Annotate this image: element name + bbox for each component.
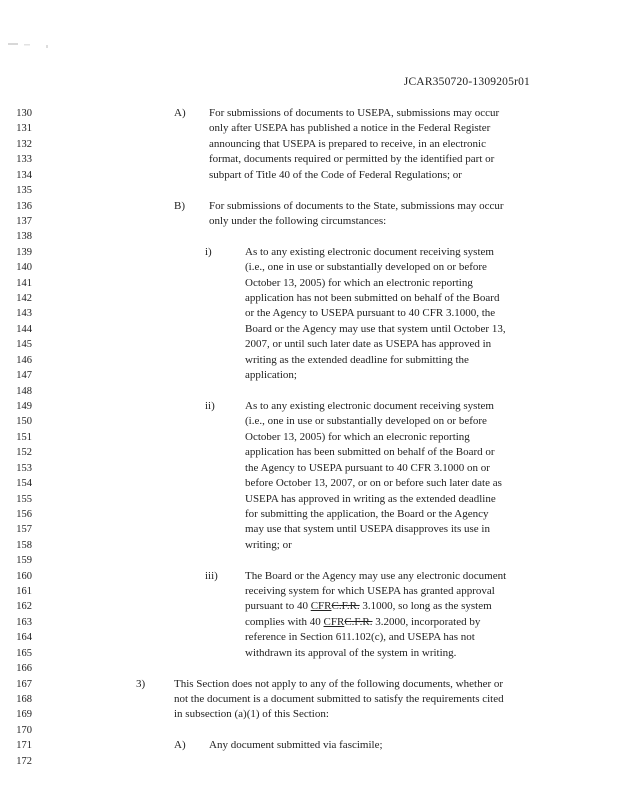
doc-line [0,368,618,383]
doc-line [0,445,618,460]
doc-line [0,646,618,661]
doc-line [0,677,618,692]
doc-line [0,168,618,183]
line-text: only after USEPA has published a notice in the Federal Register [209,122,491,135]
doc-line [0,754,618,769]
doc-line [0,291,618,306]
doc-line [0,522,618,537]
line-text: subpart of Title 40 of the Code of Federal Regulations; or [209,168,462,181]
line-text: for submitting the application, the Board or the Agency [245,507,489,520]
doc-line [0,661,618,676]
deleted-text: C.F.R. [331,600,360,613]
line-text: For submissions of documents to the State, submissions may occur [209,199,504,212]
line-number: 159 [16,555,32,567]
doc-line [0,337,618,352]
doc-line [0,384,618,399]
doc-line [0,692,618,707]
line-number: 144 [16,323,32,335]
item-label: iii) [205,569,218,582]
line-text: (i.e., one in use or substantially developed on or before [245,415,487,428]
amended-text: pursuant to 40 [245,600,311,613]
doc-line [0,723,618,738]
line-number: 134 [16,169,32,181]
line-number: 135 [16,185,32,197]
doc-line [0,461,618,476]
doc-line [0,353,618,368]
line-number: 153 [16,462,32,474]
line-number: 131 [16,123,32,135]
line-text: 2007, or until such later date as USEPA has approved in [245,338,492,351]
line-number: 130 [16,108,32,119]
line-number: 145 [16,339,32,351]
doc-line [0,414,618,429]
line-text: Board or the Agency may use that system until October 13, [245,322,506,335]
line-number: 150 [16,416,32,428]
line-text: or the Agency to USEPA pursuant to 40 CFR 3.1000, the [245,307,496,320]
line-number: 140 [16,262,32,274]
doc-line [0,137,618,152]
line-number: 156 [16,508,32,520]
line-text: October 13, 2005) for which an electronic reporting [245,276,473,289]
line-text: As to any existing electronic document receiving system [245,399,494,412]
line-number: 158 [16,539,32,551]
line-text: application has not been submitted on behalf of the Board [245,292,500,305]
line-number: 168 [16,693,32,705]
line-number: 172 [16,755,32,767]
line-number: 142 [16,293,32,305]
doc-line [0,599,618,614]
line-text: not the document is a document submitted to satisfy the requirements cited [174,692,504,705]
line-text: format, documents required or permitted by the identified part or [209,153,495,166]
line-number: 164 [16,632,32,644]
amended-text: 3.2000, incorporated by [372,615,481,628]
line-text: before October 13, 2007, or on or before such later date as [245,477,502,490]
deleted-text: C.F.R. [344,615,373,628]
line-number: 136 [16,200,32,212]
doc-line [0,430,618,445]
line-number: 138 [16,231,32,243]
line-text: writing; or [245,538,292,551]
line-number: 161 [16,586,32,598]
doc-line [0,229,618,244]
doc-line [0,507,618,522]
line-text: may use that system until USEPA disapproves its use in [245,523,490,536]
item-label: B) [174,199,185,212]
doc-line [0,538,618,553]
doc-line [0,584,618,599]
inserted-text: CFR [310,600,332,613]
line-number: 139 [16,246,32,258]
line-text: announcing that USEPA is prepared to receive, in an electronic [209,137,486,150]
line-number: 146 [16,354,32,366]
item-label: ii) [205,399,215,412]
line-number: 141 [16,277,32,289]
doc-line [0,245,618,260]
doc-line [0,152,618,167]
line-number: 170 [16,724,32,736]
item-label: A) [174,107,186,119]
doc-line [0,569,618,584]
amended-text: complies with 40 [245,615,324,628]
line-number: 148 [16,385,32,397]
doc-line [0,199,618,214]
line-text-amended [245,599,492,614]
doc-line [0,738,618,753]
line-text: withdrawn its approval of the system in writing. [245,646,457,659]
line-text: application; [245,369,297,382]
line-number: 165 [16,647,32,659]
doc-line [0,214,618,229]
scan-artifact [6,40,58,50]
line-text: (i.e., one in use or substantially developed on or before [245,261,487,274]
item-label: i) [205,245,212,258]
line-number: 157 [16,524,32,536]
doc-line [0,106,618,121]
line-number: 133 [16,154,32,166]
doc-line [0,183,618,198]
line-text: writing as the extended deadline for submitting the [245,353,469,366]
line-text: reference in Section 611.102(c), and USEPA has not [245,631,475,644]
line-number: 163 [16,616,32,628]
amended-text: 3.1000, so long as the system [359,600,492,613]
line-number: 169 [16,709,32,721]
item-label: A) [174,739,186,752]
line-text: in subsection (a)(1) of this Section: [174,708,329,721]
line-number: 143 [16,308,32,320]
doc-line [0,260,618,275]
line-text: October 13, 2005) for which an elecronic reporting [245,430,470,443]
doc-line [0,630,618,645]
line-number: 149 [16,400,32,412]
line-number: 154 [16,478,32,490]
inserted-text: CFR [323,615,345,628]
line-text: receiving system for which USEPA has granted approval [245,585,495,598]
line-number: 160 [16,570,32,582]
line-number: 171 [16,740,32,752]
doc-line [0,492,618,507]
doc-line [0,707,618,722]
line-number: 137 [16,215,32,227]
doc-line [0,399,618,414]
line-text-amended [245,615,480,630]
line-number: 147 [16,370,32,382]
doc-line [0,476,618,491]
doc-line [0,276,618,291]
line-number: 132 [16,138,32,150]
line-number: 166 [16,663,32,675]
line-number: 155 [16,493,32,505]
line-number: 151 [16,431,32,443]
doc-line [0,121,618,136]
document-id: JCAR350720-1309205r01 [403,76,530,88]
line-text: The Board or the Agency may use any electronic document [245,569,507,582]
line-number: 152 [16,447,32,459]
doc-line [0,615,618,630]
line-text: only under the following circumstances: [209,214,387,227]
doc-line [0,306,618,321]
line-number: 162 [16,601,32,613]
doc-line [0,322,618,337]
line-text: Any document submitted via fascimile; [209,739,383,752]
line-text: This Section does not apply to any of the following documents, whether or [174,677,504,690]
line-text: For submissions of documents to USEPA, submissions may occur [209,107,500,119]
line-text: application has been submitted on behalf of the Board or [245,446,495,459]
item-label: 3) [136,677,146,690]
line-number: 167 [16,678,32,690]
line-text: USEPA has approved in writing as the extended deadline [245,492,496,505]
doc-line [0,553,618,568]
line-text: the Agency to USEPA pursuant to 40 CFR 3.1000 on or [245,461,490,474]
line-text: As to any existing electronic document receiving system [245,245,494,258]
